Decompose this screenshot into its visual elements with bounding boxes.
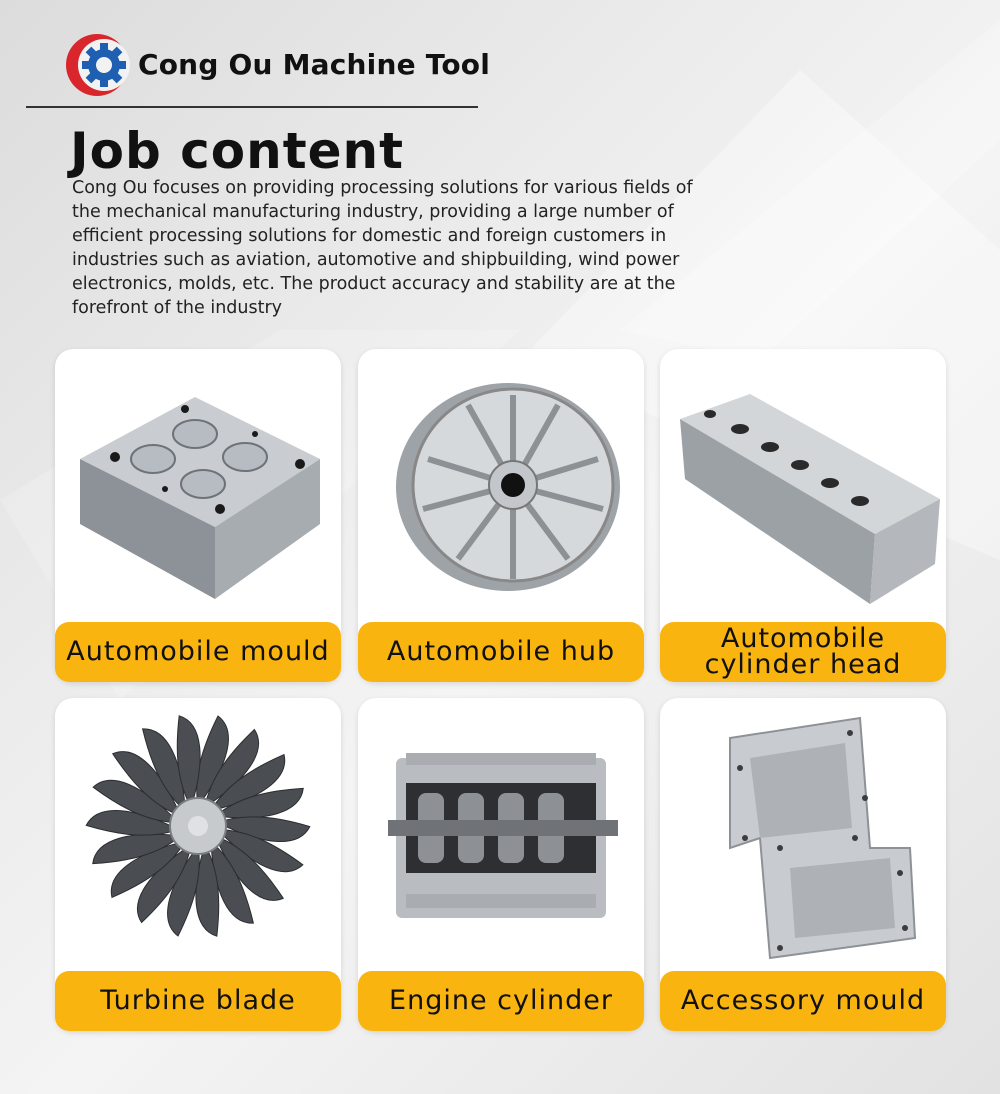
card-label: Automobile mould: [55, 622, 341, 682]
header: [0, 0, 1000, 110]
card-label: Automobile hub: [358, 622, 644, 682]
card-accessory-mould: [660, 698, 946, 1031]
card-label: Engine cylinder: [358, 971, 644, 1031]
card-engine-cylinder: [358, 698, 644, 1031]
card-automobile-mould: [55, 349, 341, 682]
engine-cylinder-image: [358, 698, 644, 970]
section-title: Job content: [70, 122, 405, 180]
header-divider: [26, 106, 478, 108]
gear-logo-icon: [62, 30, 132, 100]
card-label: Turbine blade: [55, 971, 341, 1031]
card-label: Automobile cylinder head: [660, 622, 946, 682]
turbine-blade-image: [55, 698, 341, 970]
cylinder-head-image: [660, 349, 946, 621]
card-automobile-cylinder-head: [660, 349, 946, 682]
section-description: Cong Ou focuses on providing processing solutions for various fields of the mechanical manufacturing industry, providing a large number of efficient processing solutions for domestic and foreign customers in industries such as aviation, automotive and shipbuilding, wind power electronics, molds, etc. The product accuracy and stability are at the forefront of the industry: [72, 178, 693, 318]
accessory-mould-image: [660, 698, 946, 970]
card-turbine-blade: [55, 698, 341, 1031]
automobile-hub-image: [358, 349, 644, 621]
card-label: Accessory mould: [660, 971, 946, 1031]
card-automobile-hub: [358, 349, 644, 682]
brand-name: Cong Ou Machine Tool: [138, 48, 491, 81]
automobile-mould-image: [55, 349, 341, 621]
